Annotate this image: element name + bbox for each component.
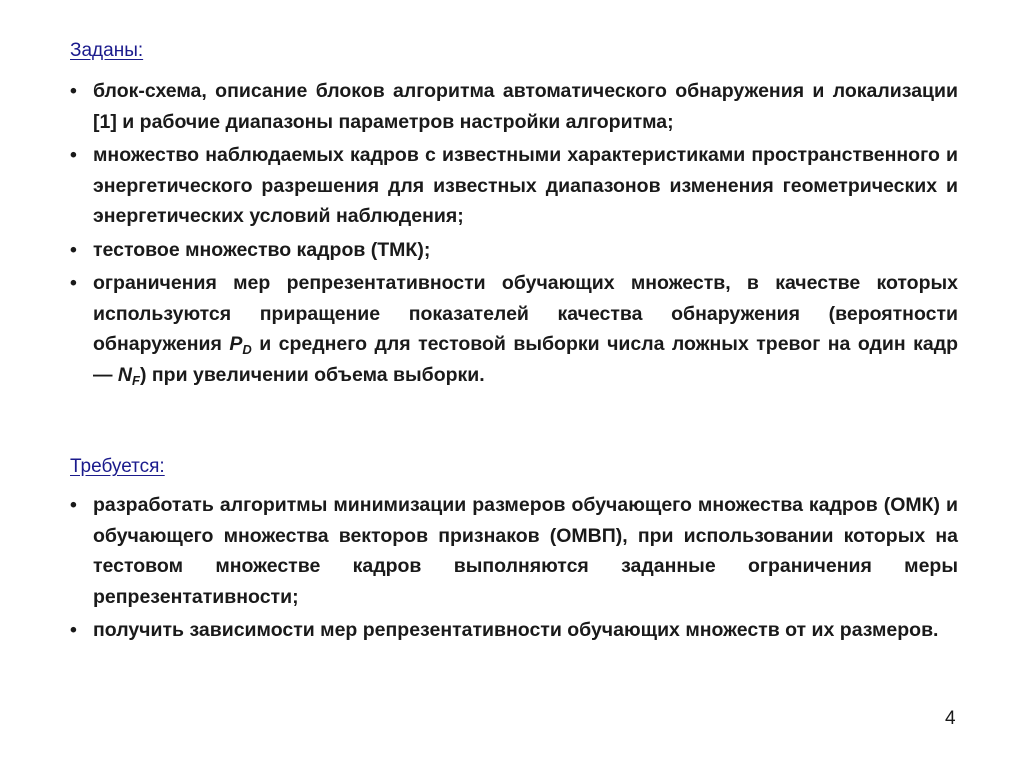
section-heading-required: Требуется: bbox=[70, 456, 165, 477]
detection-probability-symbol bbox=[229, 333, 251, 355]
list-item-text: получить зависимости мер репрезентативности обучающих множеств от их размеров. bbox=[93, 619, 939, 641]
list-item bbox=[70, 268, 958, 390]
variable-letter: P bbox=[229, 333, 243, 355]
bullet-icon: • bbox=[70, 144, 77, 166]
list-item bbox=[70, 76, 958, 137]
bullet-icon: • bbox=[70, 272, 77, 294]
variable-subscript: D bbox=[242, 342, 252, 357]
bullet-icon: • bbox=[70, 619, 77, 641]
bullet-icon: • bbox=[70, 80, 77, 102]
list-item-text: множество наблюдаемых кадров с известными характеристиками пространственного и энергетического разрешения для известных диапазонов изменения геометрических и энергетических условий наблюдения; bbox=[93, 144, 958, 227]
given-list bbox=[70, 76, 958, 393]
section-heading-given: Заданы: bbox=[70, 40, 144, 61]
list-item-text-part: ограничения мер репрезентативности обучающих множеств, в качестве которых используются приращение показателей качества обнаружения (вероятности обнаружения bbox=[93, 272, 958, 355]
list-item-text: блок-схема, описание блоков алгоритма автоматического обнаружения и локализации [1] и рабочие диапазоны параметров настройки алгоритма; bbox=[93, 80, 958, 133]
false-alarm-count-symbol bbox=[118, 364, 140, 386]
list-item bbox=[70, 490, 958, 612]
list-item bbox=[70, 235, 958, 266]
required-list bbox=[70, 490, 958, 649]
variable-subscript: F bbox=[132, 372, 140, 388]
list-item-text: тестовое множество кадров (ТМК); bbox=[93, 238, 431, 261]
list-item bbox=[70, 615, 958, 646]
list-item-text-part: и среднего для тестовой выборки числа ложных тревог на один кадр — bbox=[93, 333, 958, 386]
variable-letter: N bbox=[117, 363, 133, 386]
bullet-icon: • bbox=[70, 238, 77, 261]
bullet-icon: • bbox=[70, 494, 77, 516]
list-item-text-part: ) при увеличении объема выборки. bbox=[139, 363, 485, 386]
list-item-text: разработать алгоритмы минимизации размеров обучающего множества кадров (ОМК) и обучающего множества векторов признаков (ОМВП), при использовании которых на тестовом множестве кадров выполняются заданные ограничения меры репрезентативности; bbox=[93, 494, 958, 608]
list-item bbox=[70, 140, 958, 232]
page-number: 4 bbox=[945, 708, 956, 729]
